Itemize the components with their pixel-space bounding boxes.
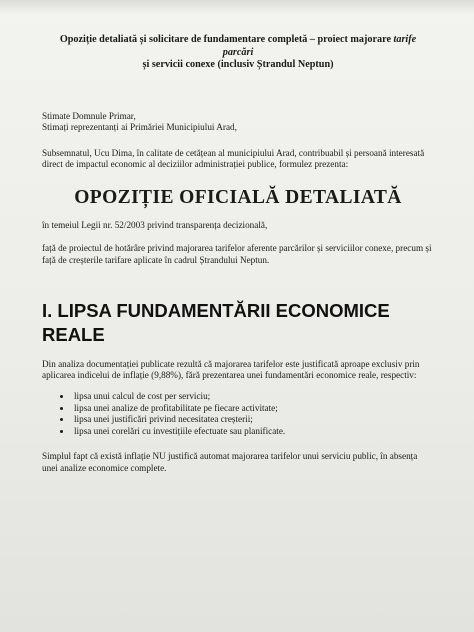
list-item: • lipsa unei analize de profitabilitate pe fiecare activitate; — [72, 403, 434, 415]
list-item: • lipsa unui calcul de cost per serviciu; — [72, 391, 434, 403]
title-italic: tarife parcări — [222, 34, 417, 58]
greeting-line-2: Stimați reprezentanți ai Primăriei Municipiului Arad, — [42, 122, 237, 133]
main-heading: OPOZIȚIE OFICIALĂ DETALIATĂ — [74, 186, 402, 208]
page-shadow — [0, 0, 474, 14]
list-item: • lipsa unei corelări cu investițiile efectuate sau planificate. — [72, 426, 434, 438]
title-part-1: Opoziție detaliată și solicitare de fundamentare completă – proiect majorare — [59, 34, 394, 45]
conclusion-paragraph: Simplul fapt că există inflație NU justifică automat majorarea tarifelor unui serviciu public, în absența unei analize economice complete. — [42, 451, 418, 473]
section-1-heading: I. LIPSA FUNDAMENTĂRII ECONOMICE REALE — [42, 299, 390, 345]
legal-basis: în temeiul Legii nr. 52/2003 privind transparența decizională, — [42, 219, 268, 230]
list-item: • lipsa unei justificări privind necesitatea creșterii; — [72, 414, 434, 426]
concern-paragraph: față de proiectul de hotărâre privind majorarea tarifelor aferente parcărilor și serviciilor conexe, precum și față de creșterile tarifare aplicate în cadrul Ștrandului Neptun. — [42, 243, 432, 266]
intro-paragraph: Subsemnatul, Ucu Dima, în calitate de cetățean al municipiului Arad, contribuabil și persoană interesată direct de impactul economic al deciziilor administrației publice, formulez prezenta: — [42, 147, 425, 170]
document-title — [48, 34, 428, 72]
greeting-line-1: Stimate Domnule Primar, — [42, 110, 136, 121]
issues-list — [42, 391, 434, 438]
greeting — [42, 111, 434, 134]
analysis-paragraph: Din analiza documentației publicate rezultă că majorarea tarifelor este justificată aproape exclusiv prin aplicarea indicelui de inflație (9,88%), fără prezentarea unei fundamentări economice reale, respectiv: — [42, 358, 420, 381]
title-part-2: și servicii conexe (inclusiv Ștrandul Neptun) — [142, 59, 334, 70]
